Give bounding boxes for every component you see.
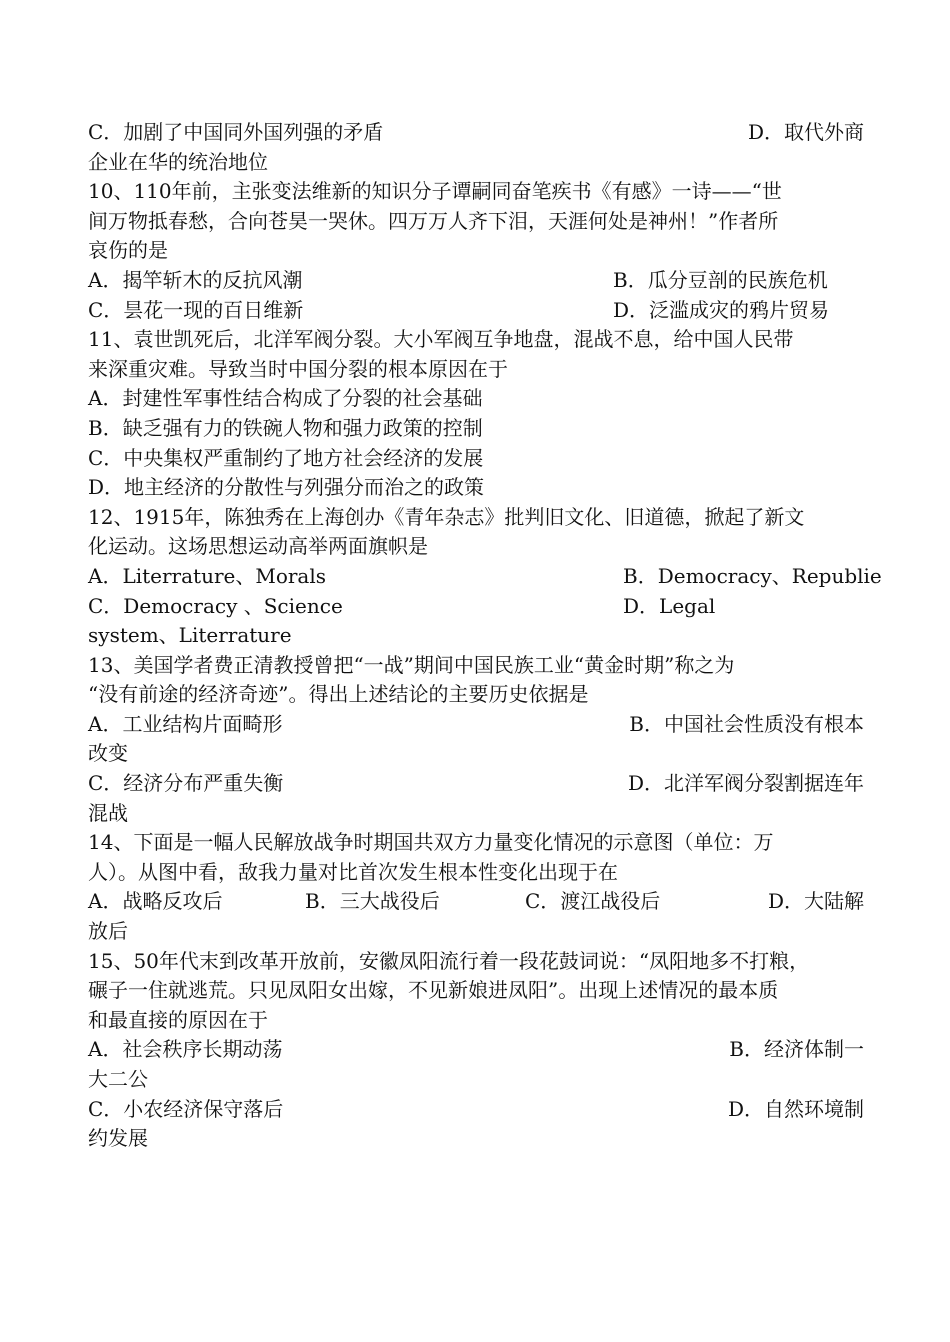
q14-option-d-continued: 放后 (88, 919, 128, 944)
q15-option-d: D．自然环境制 (727, 1096, 864, 1121)
q13-option-d: D．北洋军阀分裂割据连年 (627, 771, 864, 796)
q14-option-d: D．大陆解 (767, 889, 864, 914)
q13-option-c: C．经济分布严重失衡 (88, 771, 284, 796)
q9-option-d-continued: 企业在华的统治地位 (88, 149, 268, 174)
q11-option-c: C．中央集权严重制约了地方社会经济的发展 (88, 445, 484, 470)
q14-option-a: A．战略反攻后 (88, 889, 223, 914)
q10-option-d: D．泛滥成灾的鸦片贸易 (613, 297, 830, 322)
q15-option-a: A．社会秩序长期动荡 (88, 1037, 283, 1062)
q9-option-d: D．取代外商 (747, 120, 864, 144)
q15-stem-line2: 碾子一住就逃荒。只见凤阳女出嫁，不见新娘进凤阳”。出现上述情况的最本质 (88, 978, 779, 1003)
q15-option-c: C．小农经济保守落后 (88, 1096, 284, 1121)
q12-option-c: C．Democracy 、Science (88, 593, 343, 618)
q11-stem-line1: 11、袁世凯死后，北洋军阀分裂。大小军阀互争地盘，混战不息，给中国人民带 (88, 327, 794, 352)
q10-option-c: C．昙花一现的百日维新 (88, 297, 304, 322)
q10-option-b: B．瓜分豆剖的民族危机 (613, 267, 828, 292)
q13-option-b-continued: 改变 (88, 741, 128, 766)
q15-option-d-continued: 约发展 (88, 1126, 148, 1151)
q12-options-ab (88, 562, 882, 592)
q15-options-cd (88, 1095, 864, 1125)
q14-stem-line2: 人）。从图中看，敌我力量对比首次发生根本性变化出现于在 (88, 859, 618, 884)
q15-stem-line3: 和最直接的原因在于 (88, 1007, 268, 1032)
q12-stem-line1: 12、1915年，陈独秀在上海创办《青年杂志》批判旧文化、旧道德，掀起了新文 (88, 504, 805, 529)
q15-stem-line1: 15、50年代末到改革开放前，安徽凤阳流行着一段花鼓词说：“凤阳地多不打粮， (88, 948, 810, 973)
q14-option-c: C．渡江战役后 (525, 889, 661, 914)
q13-option-b: B．中国社会性质没有根本 (629, 711, 864, 736)
q12-stem-line2: 化运动。这场思想运动高举两面旗帜是 (88, 534, 428, 559)
q10-stem-line3: 哀伤的是 (88, 238, 168, 263)
q15-option-b: B．经济体制一 (729, 1037, 864, 1062)
q13-options-ab (88, 710, 864, 740)
q13-stem-line1: 13、美国学者费正清教授曾把“一战”期间中国民族工业“黄金时期”称之为 (88, 652, 735, 677)
q12-options-cd (88, 592, 864, 622)
q11-stem-line2: 来深重灾难。导致当时中国分裂的根本原因在于 (88, 356, 508, 381)
q13-options-cd (88, 769, 864, 799)
q10-stem-line2: 间万物抵春愁，合向苍昊一哭休。四万万人齐下泪，天涯何处是神州！”作者所 (88, 208, 779, 233)
q13-option-a: A．工业结构片面畸形 (88, 711, 283, 736)
q12-option-b: B．Democracy、Republie (623, 563, 882, 588)
q11-option-a: A．封建性军事性结合构成了分裂的社会基础 (88, 386, 483, 411)
q9-options-cd (88, 118, 864, 148)
q10-stem-line1: 10、110年前，主张变法维新的知识分子谭嗣同奋笔疾书《有感》一诗——“世 (88, 179, 782, 204)
q14-stem-line1: 14、下面是一幅人民解放战争时期国共双方力量变化情况的示意图（单位：万 (88, 830, 774, 855)
q12-option-a: A．Literrature、Morals (88, 563, 327, 588)
q11-option-d: D．地主经济的分散性与列强分而治之的政策 (88, 475, 485, 500)
q14-options (88, 887, 864, 917)
exam-page (88, 118, 882, 1154)
q9-option-c: C．加剧了中国同外国列强的矛盾 (88, 120, 384, 144)
q13-stem-line2: “没有前途的经济奇迹”。得出上述结论的主要历史依据是 (88, 682, 589, 707)
q12-option-d: D．Legal (623, 593, 716, 618)
q15-options-ab (88, 1035, 864, 1065)
q13-option-d-continued: 混战 (88, 800, 128, 825)
q10-options-cd (88, 296, 864, 326)
q11-option-b: B．缺乏强有力的铁碗人物和强力政策的控制 (88, 415, 483, 440)
q10-option-a: A．揭竿斩木的反抗风潮 (88, 267, 303, 292)
q12-option-d-continued: system、Literrature (88, 623, 292, 648)
q15-option-b-continued: 大二公 (88, 1067, 148, 1091)
q14-option-b: B．三大战役后 (305, 889, 440, 914)
q10-options-ab (88, 266, 864, 296)
